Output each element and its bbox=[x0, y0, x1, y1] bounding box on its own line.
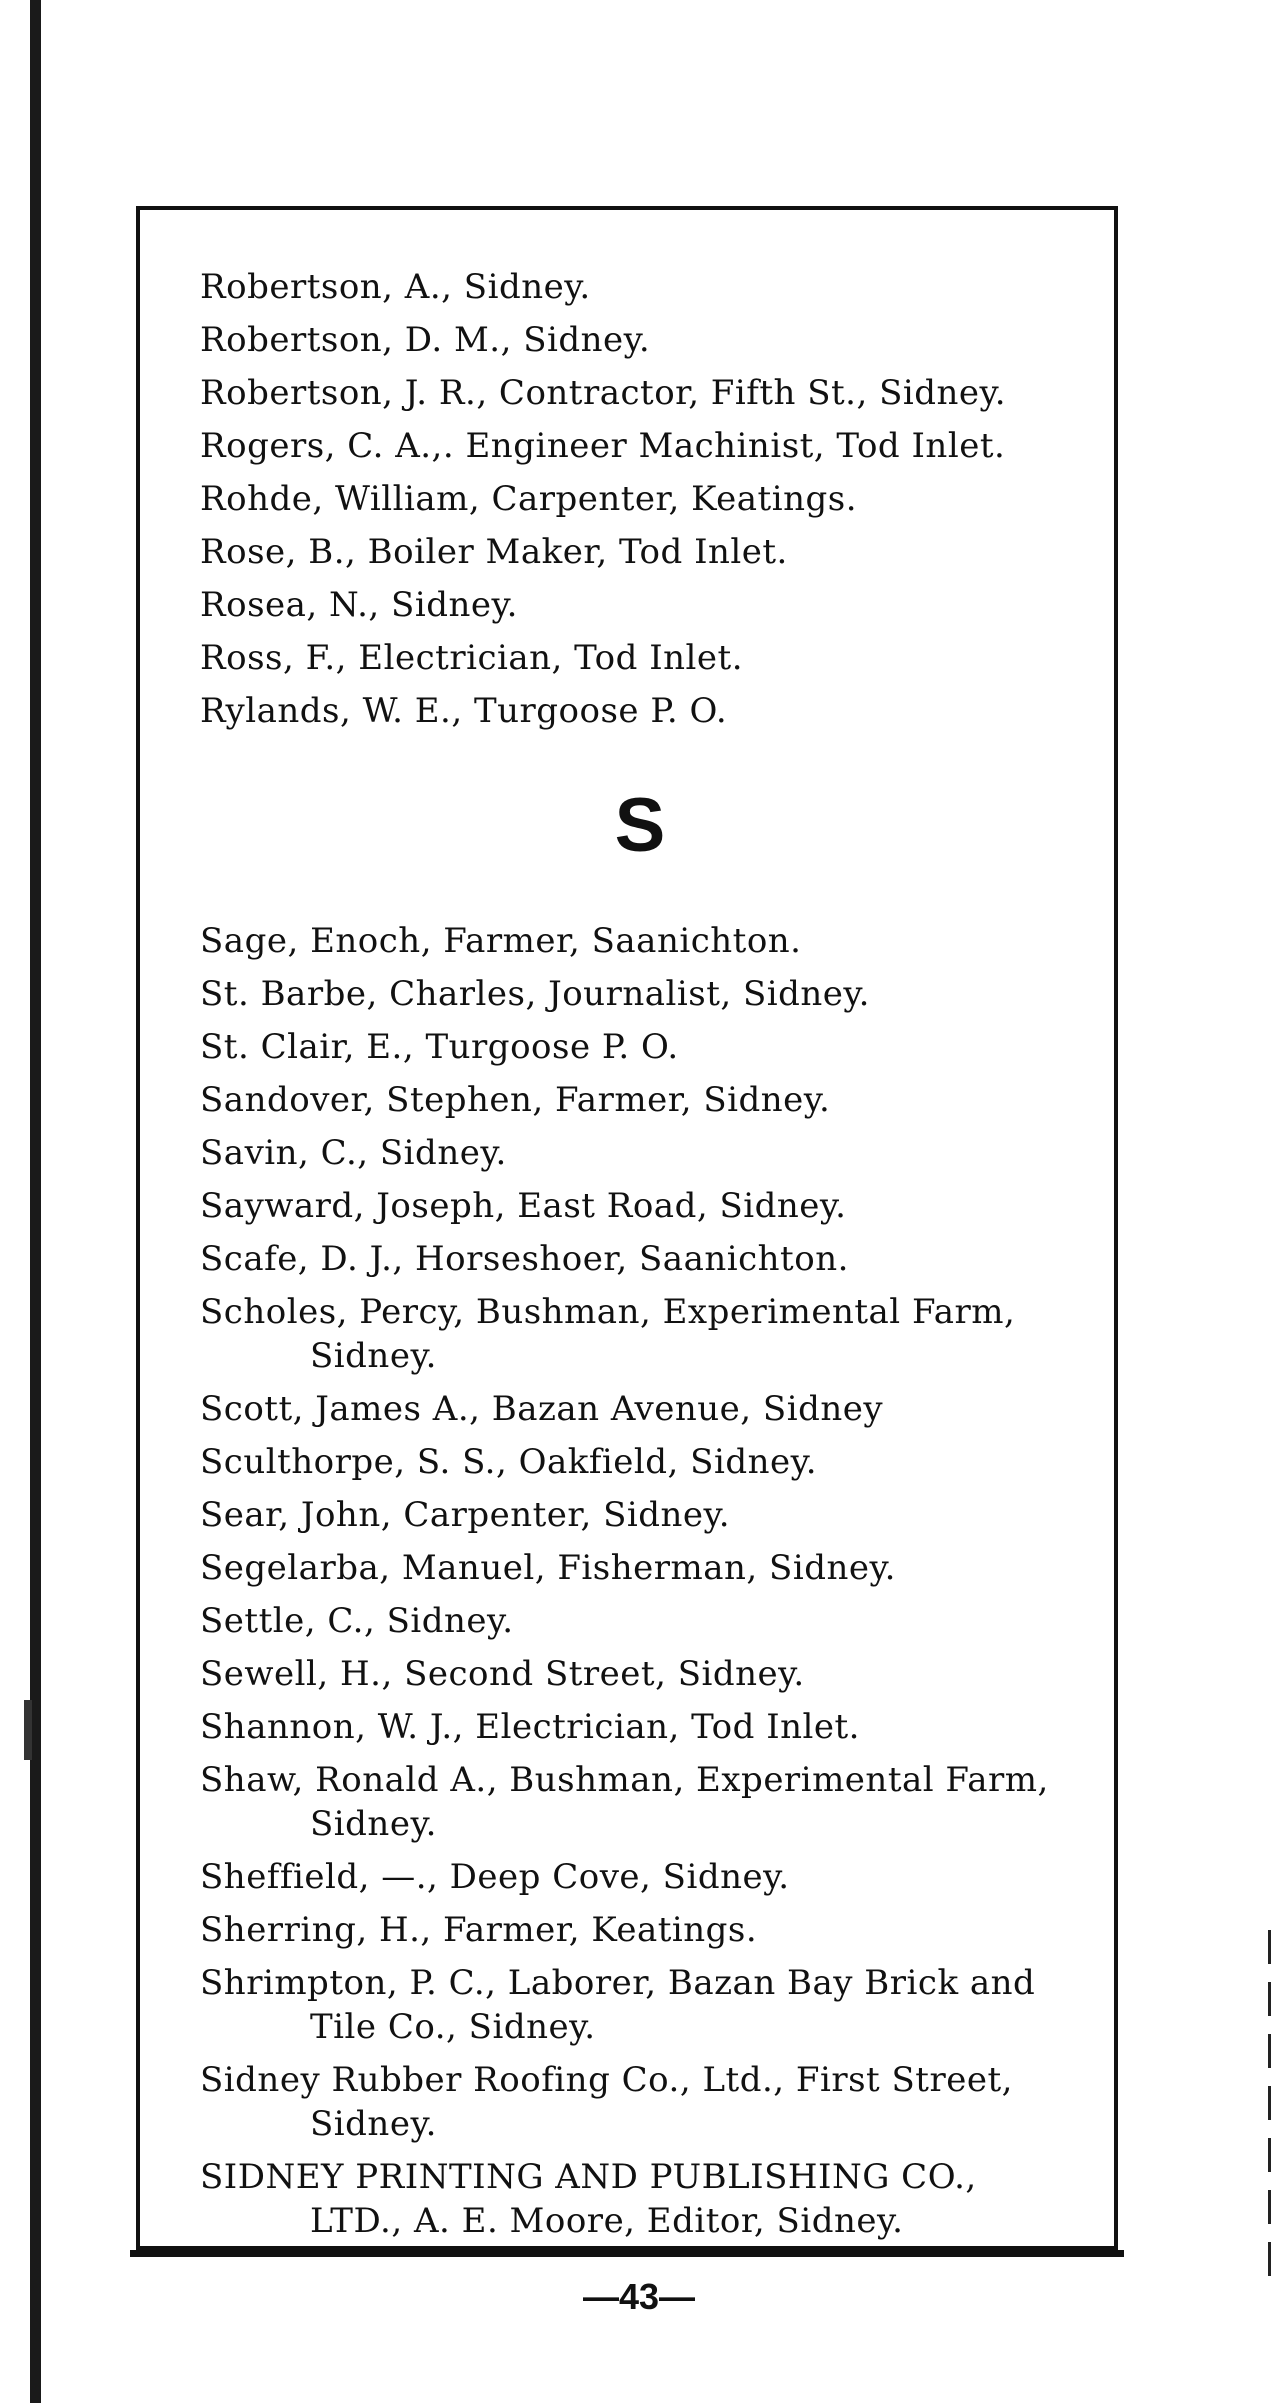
directory-entry: St. Clair, E., Turgoose P. O. bbox=[200, 1027, 679, 1067]
directory-entry: Scafe, D. J., Horseshoer, Saanichton. bbox=[200, 1239, 849, 1279]
directory-entry: Rose, B., Boiler Maker, Tod Inlet. bbox=[200, 532, 788, 572]
directory-entry: Robertson, A., Sidney. bbox=[200, 267, 591, 307]
directory-entry: Sage, Enoch, Farmer, Saanichton. bbox=[200, 921, 802, 961]
directory-entry: Sherring, H., Farmer, Keatings. bbox=[200, 1910, 758, 1950]
directory-entry: Rogers, C. A.,. Engineer Machinist, Tod Inlet. bbox=[200, 426, 1006, 466]
directory-entry: Sculthorpe, S. S., Oakfield, Sidney. bbox=[200, 1442, 818, 1482]
directory-entry: Robertson, J. R., Contractor, Fifth St., Sidney. bbox=[200, 373, 1007, 413]
directory-entry: Shrimpton, P. C., Laborer, Bazan Bay Brick and Tile Co., Sidney. bbox=[200, 1963, 1036, 2047]
directory-content bbox=[200, 265, 1080, 2252]
directory-entry: Sewell, H., Second Street, Sidney. bbox=[200, 1654, 805, 1694]
directory-entry: Segelarba, Manuel, Fisherman, Sidney. bbox=[200, 1548, 896, 1588]
spine-mark bbox=[24, 1700, 32, 1760]
directory-entry: Robertson, D. M., Sidney. bbox=[200, 320, 651, 360]
directory-entry: Shaw, Ronald A., Bushman, Experimental Farm, Sidney. bbox=[200, 1760, 1049, 1844]
directory-entry: St. Barbe, Charles, Journalist, Sidney. bbox=[200, 974, 870, 1014]
directory-entry: Sayward, Joseph, East Road, Sidney. bbox=[200, 1186, 847, 1226]
directory-entry: Settle, C., Sidney. bbox=[200, 1601, 514, 1641]
book-spine-edge bbox=[30, 0, 41, 2403]
directory-entry: Sear, John, Carpenter, Sidney. bbox=[200, 1495, 731, 1535]
directory-entry: Sheffield, —., Deep Cove, Sidney. bbox=[200, 1857, 790, 1897]
directory-entry: Shannon, W. J., Electrician, Tod Inlet. bbox=[200, 1707, 860, 1747]
directory-entry: Rohde, William, Carpenter, Keatings. bbox=[200, 479, 858, 519]
directory-entry: Sidney Rubber Roofing Co., Ltd., First Street, Sidney. bbox=[200, 2060, 1013, 2144]
page-number: —43— bbox=[582, 2276, 696, 2317]
directory-entry: Rosea, N., Sidney. bbox=[200, 585, 518, 625]
directory-entry: Ross, F., Electrician, Tod Inlet. bbox=[200, 638, 744, 678]
directory-entry: Rylands, W. E., Turgoose P. O. bbox=[200, 691, 728, 731]
right-edge-marks bbox=[1268, 1930, 1271, 2390]
directory-entry: Sandover, Stephen, Farmer, Sidney. bbox=[200, 1080, 831, 1120]
directory-entry: SIDNEY PRINTING AND PUBLISHING CO., LTD., A. E. Moore, Editor, Sidney. bbox=[200, 2157, 977, 2241]
directory-entry: Scott, James A., Bazan Avenue, Sidney bbox=[200, 1389, 884, 1429]
section-heading-letter: S bbox=[614, 783, 666, 868]
s-entries-list bbox=[200, 919, 1080, 2243]
directory-entry: Savin, C., Sidney. bbox=[200, 1133, 507, 1173]
r-entries-list bbox=[200, 265, 1080, 733]
directory-entry: Scholes, Percy, Bushman, Experimental Farm, Sidney. bbox=[200, 1292, 1016, 1376]
